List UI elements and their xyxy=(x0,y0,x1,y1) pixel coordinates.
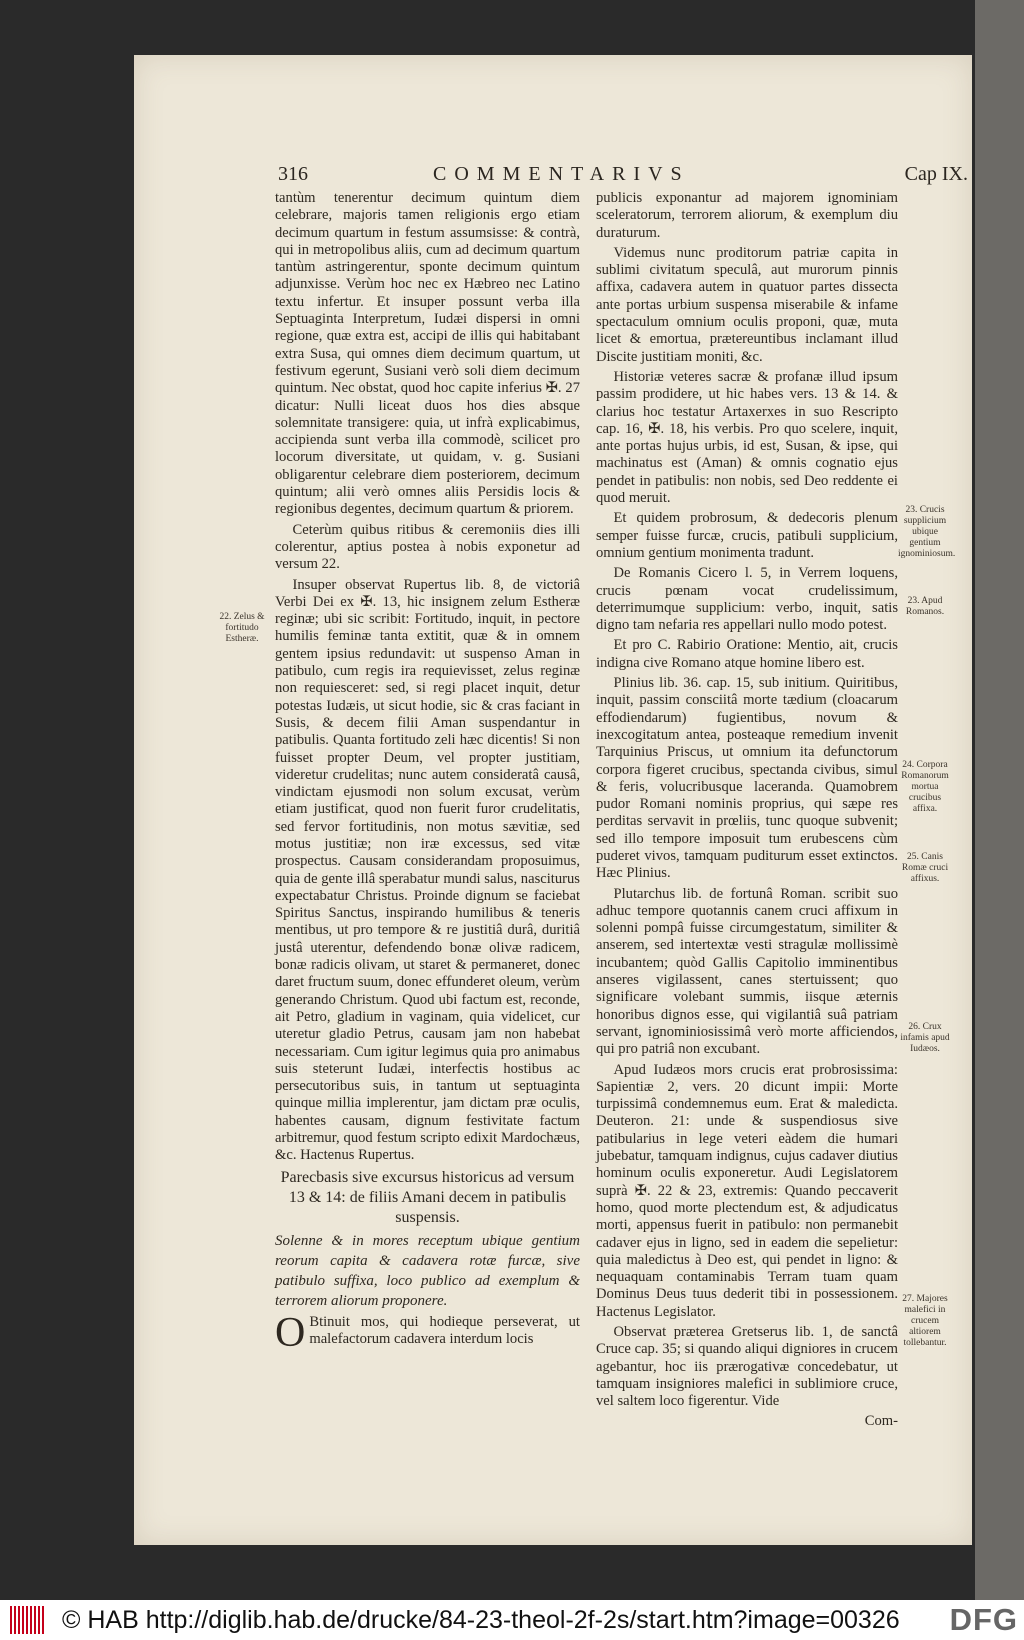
margin-note-24: 24. Corpora Romanorum mortua crucibus affixa. xyxy=(901,760,949,814)
margin-note-23b: 23. Apud Romanos. xyxy=(905,596,945,617)
paragraph: Insuper observat Rupertus lib. 8, de victoriâ Verbi Dei ex ✠. 13, hic insignem zelum Estheræ reginæ; ubi sic scribit: Fortitudo, inquit, in pectore humilis feminæ tanta extitit, quæ & in omnem gentem ipsius redundavit: ut suspenso Aman in patibulo, cum regis ira requievisset, zelus reginæ non requiesceret: sed, si regi placet inquit, detur potestas Iudæis, ut sicut hodie, sic & cras faciant in Susis, & decem filii Aman suspendantur in patibulis. Quanta fortitudo zeli hæc dicentis! Si non fuisset propter Deum, vel propter justitiam, videretur crudelitas; nunc autem consideratâ causâ, vindictam ejusmodi non solum excusat, verùm etiam justificat, quod non fuerit furor crudelitatis, sed fervor fortitudinis, non motus sævitiæ, sed motus justitiæ; non iræ excessus, sed vitæ prospectus. Causam considerandam proposuimus, quia de gente illâ sperabatur mundi salus, nasciturus expectabatur Christus. Proinde dignum se faciebat Spiritus Sanctus, inspirando humilibus & teneris mentibus, ut pro tempore & re justitiâ durâ, duritiâ justâ uterentur, defendendo bonæ olivæ radicem, bonæ radicis olivam, ut staret & permaneret, donec daret fructum suum, donec effunderet oleum, verùm generando Christum. Quod ubi factum est, reconde, ait Petro, gladium in vaginam, quia videlicet, cur uteretur gladio Petrus, causam jam non habebat necessariam. Cum igitur legimus quia pro animabus suis steterunt Iudæi, interfectis hostibus ac persecutoribus suis, in tantum ut septuaginta quinque millia implerentur, jam dictam præ oculis, habentes causam, dignum festivitate factum arbitremur, quod festum scripto edixit Mardochæus, &c. Hactenus Rupertus. xyxy=(275,576,580,1164)
margin-note-26: 26. Crux infamis apud Iudæos. xyxy=(900,1022,950,1054)
viewer-footer xyxy=(0,1600,1024,1640)
paragraph: Plutarchus lib. de fortunâ Roman. scribit suo adhuc tempore quotannis canem cruci affixum in solenni pompâ fuisse circumgestatum, similiter & anserem, sed intertextæ vesti stragulæ mollissimè incubantem; quòd Gallis Capitolio imminentibus anseres vigilassent, canes stertuissent; quo significare volebant summis, iisque æternis honoribus dignos esse, qui vigilantiâ suâ patriam servant, ignominiosissimâ verò morte afficiendos, qui pro patriâ non excubant. xyxy=(596,885,898,1058)
margin-note-25: 25. Canis Romæ cruci affixus. xyxy=(901,852,949,884)
drop-cap: O xyxy=(275,1309,306,1356)
margin-note-23a: 23. Crucis supplicium ubique gentium ignominiosum. xyxy=(898,505,956,559)
paragraph: Videmus nunc proditorum patriæ capita in sublimi civitatum speculâ, aut murorum pinnis affixa, cadavera autem in quatuor partes dissecta ante portas urbium suspensa miserabile & infame spectaculum omnium oculis proponi, quæ, muta licet & emortua, prætereuntibus inclamant illud Discite justitiam moniti, &c. xyxy=(596,244,898,365)
left-column xyxy=(275,190,580,1356)
paragraph: tantùm tenerentur decimum quintum diem celebrare, majoris tamen religionis ergo etiam decimum quartum in festum assumsisse: & contrà, qui in metropolibus aliis, cum ad decimum quartum tantùm astringerentur, sponte decimum quintum adjunxisse. Verùm hoc nec ex Hæbreo nec Latino textu infertur. Et insuper possunt verba illa Septuaginta Interpretum, Iudæi dispersi in omni regione, quæ extra est, accipi de illis qui habitabant extra Susa, qui omnes diem decimum quartum, ut festivum egerunt, Susiani verò soli diem decimum quintum. Nec obstat, quod hoc capite inferius ✠. 27 dicatur: Nulli liceat duos hos dies absque solemnitate transigere: quia, ut infrà explicabimus, accipienda sunt verba illa commodè, scilicet pro locorum diversitate, ut quidam, v. g. Susiani obligarentur celebrare diem posteriorem, decimum quintum; alii verò omnes aliis Persidis locis & regionibus degentes, decimum quartum & priorem. xyxy=(275,190,580,518)
paragraph-with-initial xyxy=(275,1309,580,1356)
paragraph: Et pro C. Rabirio Oratione: Mentio, ait, crucis indigna cive Romano atque homine libero est. xyxy=(596,637,898,671)
paragraph: De Romanis Cicero l. 5, in Verrem loquens, crucis pœnam vocat crudelissimum, deterrimumque supplicium: verbo, inquit, satis digno tam nefaria res appellari nullo modo potest. xyxy=(596,565,898,634)
running-title: COMMENTARIVS xyxy=(433,163,690,185)
paragraph: Apud Iudæos mors crucis erat probrosissima: Sapientiæ 2, vers. 20 dicunt impii: Morte turpissimâ condemnemus eum. Erat & maledicta. Deuteron. 21: unde & suspendiosus sive patibularius in lege veteri eàdem die humari jubebatur, tamquam indignus, cujus cadaver diutius hominum oculis exponeretur. Audi Legislatorem suprà ✠. 22 & 23, extremis: Quando peccaverit homo, quod morte plectendum est, & adjudicatus morti, appensus fuerit in patibulo: non permanebit cadaver ejus in ligno, sed in eadem die sepelietur: quia maledictus à Deo est, qui pendet in ligno: & nequaquam contaminabis Terram tuam quam Dominus Deus tuus dederit tibi in possessionem. Hactenus Legislator. xyxy=(596,1061,898,1320)
paragraph: Et quidem probrosum, & dedecoris plenum semper fuisse furcæ, crucis, patibuli supplicium, omnium gentium monimenta tradunt. xyxy=(596,510,898,561)
section-heading: Parecbasis sive excursus historicus ad versum 13 & 14: de filiis Amani decem in patibulis suspensis. xyxy=(280,1168,575,1226)
paragraph: Ceterùm quibus ritibus & ceremoniis dies illi colerentur, aptius postea à nobis exponetur ad versum 22. xyxy=(275,521,580,573)
adjacent-page-edge xyxy=(975,0,1024,1600)
paragraph: Plinius lib. 36. cap. 15, sub initium. Quiritibus, inquit, passim consciitâ morte tædium (cloacarum effodiendarum) fugientibus, novum & inexcogitatum antea, posteaque remedium invenit Tarquinius Priscus, ut omnium ita defunctorum corpora figeret crucibus, spectanda civibus, simul & feris, volucribusque laceranda. Quamobrem pudor Romani nominis proprius, qui sæpe res perditas servavit in prœliis, tunc quoque subvenit; sed illo tempore imposuit tum erubescens cùm puderet vivos, tamquam puditurum esset extinctos. Hæc Plinius. xyxy=(596,675,898,882)
paragraph: Btinuit mos, qui hodieque perseverat, ut malefactorum cadavera interdum locis xyxy=(309,1313,580,1347)
right-column xyxy=(596,190,898,1431)
paragraph: publicis exponantur ad majorem ignominiam sceleratorum, terrorem aliorum, & exemplum diu duraturum. xyxy=(596,190,898,241)
barcode-icon xyxy=(10,1606,46,1634)
paragraph: Historiæ veteres sacræ & profanæ illud ipsum passim prodidere, ut hic habes vers. 13 & 14. & clarius hoc testatur Artaxerxes in suo Rescripto cap. 16, ✠. 18, his verbis. Pro quo scelere, inquit, ante portas hujus urbis, id est, Susan, & ipse, qui machinatus est (Aman) & omnis cognatio ejus pendet in patibulis: non nobis, sed Deo reddente ei quod meruit. xyxy=(596,368,898,507)
margin-note-27: 27. Majores malefici in crucem altiorem tollebantur. xyxy=(902,1294,948,1348)
catchword: Com- xyxy=(864,1413,898,1430)
paragraph: Observat præterea Gretserus lib. 1, de sanctâ Cruce cap. 35; si quando aliqui digniores in crucem agebantur, hoc iis prærogativæ concedebatur, ut tamquam insigniores malefici in sublimiore cruce, vel saltem loco figerentur. Vide xyxy=(596,1324,898,1410)
page-number: 316 xyxy=(278,163,308,185)
source-url[interactable]: © HAB http://diglib.hab.de/drucke/84-23-theol-2f-2s/start.htm?image=00326 xyxy=(62,1606,900,1634)
margin-note-22: 22. Zelus & fortitudo Estheræ. xyxy=(219,612,265,644)
chapter-label: Cap IX. xyxy=(904,163,968,185)
section-summary: Solenne & in mores receptum ubique gentium reorum capita & cadavera rotæ furcæ, sive patibulo suffixa, loco publico ad exemplum & terrorem aliorum proponere. xyxy=(275,1232,580,1309)
running-header xyxy=(278,163,968,189)
dfg-logo: DFG xyxy=(949,1602,1018,1637)
